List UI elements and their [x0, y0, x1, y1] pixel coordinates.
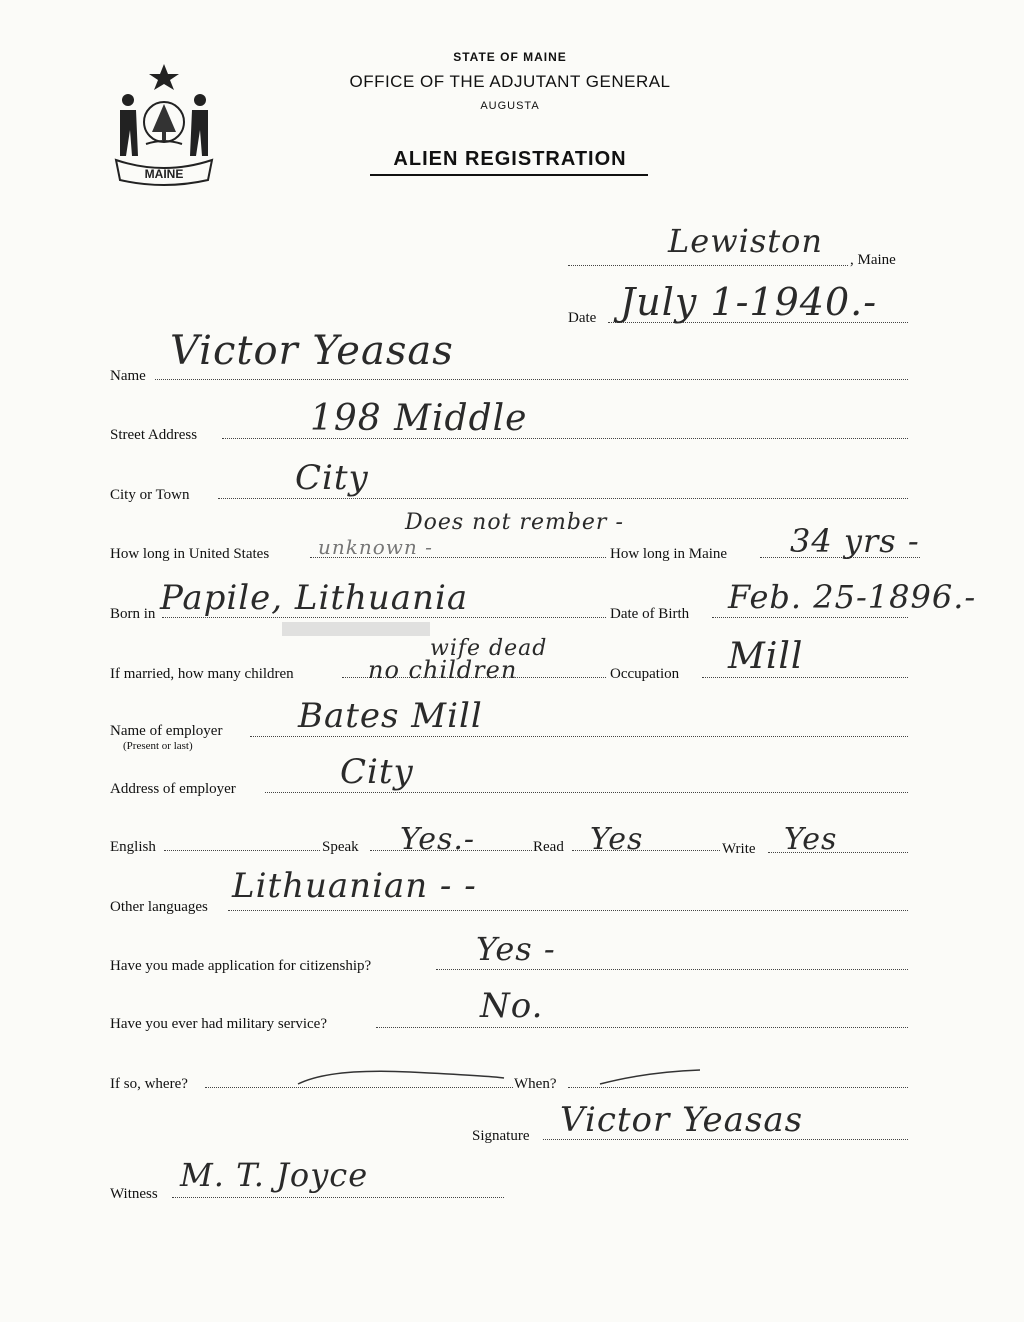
- born-in-label: Born in: [110, 606, 156, 622]
- office-heading: OFFICE OF THE ADJUTANT GENERAL: [349, 72, 671, 91]
- how-long-us-value: unknown -: [318, 535, 433, 559]
- when-label: When?: [514, 1076, 557, 1092]
- citizenship-line: [436, 969, 908, 970]
- military-label: Have you ever had military service?: [110, 1016, 327, 1032]
- employer-address-line: [265, 792, 908, 793]
- employer-label: Name of employer: [110, 723, 223, 739]
- form-title: ALIEN REGISTRATION: [393, 148, 627, 170]
- town-value: Lewiston: [668, 222, 823, 260]
- how-long-maine-label: How long in Maine: [610, 546, 728, 562]
- how-long-maine-value: 34 yrs -: [790, 522, 920, 560]
- citizenship-value: Yes -: [476, 930, 556, 968]
- date-of-birth-value: Feb. 25-1896.-: [728, 578, 977, 616]
- military-value: No.: [480, 986, 544, 1026]
- witness-line: [172, 1197, 504, 1198]
- if-so-where-label: If so, where?: [110, 1076, 188, 1092]
- citizenship-label: Have you made application for citizenship?: [110, 958, 372, 974]
- street-address-value: 198 Middle: [310, 398, 528, 439]
- other-languages-line: [228, 910, 908, 911]
- how-long-us-note: Does not rember -: [405, 510, 624, 535]
- born-in-value: Papile, Lithuania: [160, 578, 469, 618]
- date-of-birth-line: [712, 617, 908, 618]
- present-or-last-label: (Present or last): [123, 740, 193, 752]
- occupation-label: Occupation: [610, 666, 680, 682]
- employer-address-label: Address of employer: [110, 781, 236, 797]
- signature-value: Victor Yeasas: [560, 1100, 804, 1140]
- english-label: English: [110, 839, 156, 855]
- other-languages-value: Lithuanian - -: [232, 866, 477, 906]
- erased-smudge: [282, 622, 430, 636]
- speak-label: Speak: [322, 839, 359, 855]
- city-label: City or Town: [110, 487, 190, 503]
- maine-suffix: , Maine: [850, 252, 896, 268]
- where-dash-mark: [290, 1062, 510, 1092]
- write-value: Yes: [784, 822, 838, 857]
- occupation-value: Mill: [728, 636, 804, 677]
- read-value: Yes: [590, 822, 644, 857]
- title-underline: [370, 174, 648, 176]
- date-value: July 1-1940.-: [620, 280, 878, 324]
- how-long-us-label: How long in United States: [110, 546, 270, 562]
- military-line: [376, 1027, 908, 1028]
- occupation-line: [702, 677, 908, 678]
- married-label: If married, how many children: [110, 666, 294, 682]
- other-languages-label: Other languages: [110, 899, 208, 915]
- city-line: [218, 498, 908, 499]
- write-label: Write: [722, 841, 756, 857]
- witness-label: Witness: [110, 1186, 158, 1202]
- children-value: no children: [368, 656, 518, 684]
- city-heading: AUGUSTA: [480, 100, 540, 112]
- when-dash-mark: [596, 1066, 706, 1090]
- town-line: [568, 265, 848, 266]
- married-note: wife dead: [430, 636, 548, 661]
- state-seal-icon: [108, 60, 220, 188]
- name-label: Name: [110, 368, 146, 384]
- employer-value: Bates Mill: [298, 696, 483, 736]
- date-of-birth-label: Date of Birth: [610, 606, 690, 622]
- name-line: [155, 379, 908, 380]
- witness-value: M. T. Joyce: [180, 1156, 369, 1194]
- employer-address-value: City: [340, 752, 414, 792]
- signature-label: Signature: [472, 1128, 530, 1144]
- name-value: Victor Yeasas: [170, 328, 454, 374]
- seal-text: MAINE: [144, 167, 184, 181]
- state-heading: STATE OF MAINE: [453, 50, 567, 64]
- english-line: [164, 850, 320, 851]
- street-address-label: Street Address: [110, 427, 198, 443]
- read-label: Read: [533, 839, 564, 855]
- date-label: Date: [568, 310, 597, 326]
- city-value: City: [295, 458, 369, 498]
- speak-value: Yes.-: [400, 822, 476, 857]
- employer-line: [250, 736, 908, 737]
